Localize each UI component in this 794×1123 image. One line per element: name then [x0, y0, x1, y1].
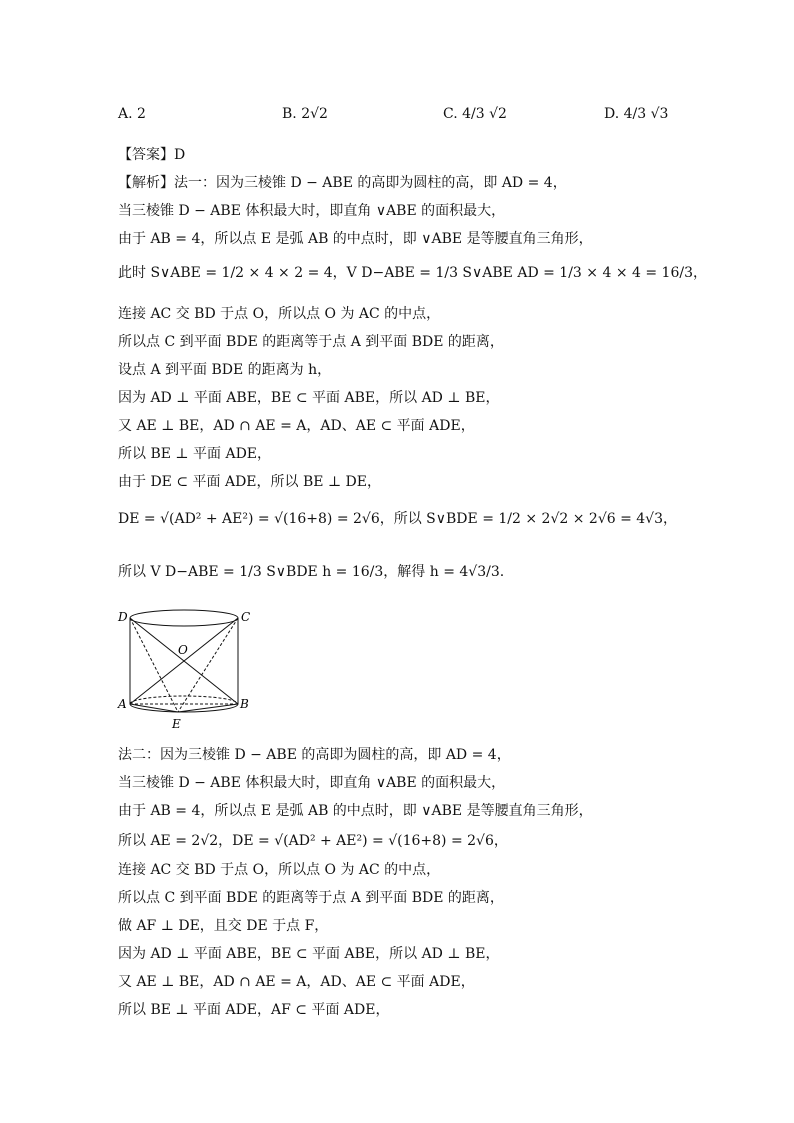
label-b: B	[240, 697, 249, 711]
cylinder-diagram	[116, 606, 256, 736]
option-a: A. 2	[118, 106, 146, 122]
solution-line: 设点 A 到平面 BDE 的距离为 h，	[118, 362, 332, 378]
solution-line: 所以 BE ⊥ 平面 ADE，	[118, 446, 272, 462]
solution-line: 连接 AC 交 BD 于点 O，所以点 O 为 AC 的中点，	[118, 306, 441, 322]
solution-line: 做 AF ⊥ DE，且交 DE 于点 F，	[118, 918, 329, 934]
label-a: A	[118, 697, 127, 711]
solution-line: 由于 AB = 4，所以点 E 是弧 AB 的中点时，即 ∨ABE 是等腰直角三角形，	[118, 803, 593, 819]
solution-line: 当三棱锥 D − ABE 体积最大时，即直角 ∨ABE 的面积最大，	[118, 203, 506, 219]
solution-line: 又 AE ⊥ BE，AD ∩ AE = A，AD、AE ⊂ 平面 ADE，	[118, 418, 475, 434]
option-c: C. 4/3 √2	[443, 106, 507, 122]
option-b: B. 2√2	[282, 106, 328, 122]
solution-line: 因为 AD ⊥ 平面 ABE，BE ⊂ 平面 ABE，所以 AD ⊥ BE，	[118, 946, 500, 962]
solution-line: 所以 V D−ABE = 1/3 S∨BDE h = 16/3，解得 h = 4√3/3.	[118, 564, 505, 580]
label-d: D	[118, 610, 128, 624]
solution-line: 连接 AC 交 BD 于点 O，所以点 O 为 AC 的中点，	[118, 862, 441, 878]
solution-line: 又 AE ⊥ BE，AD ∩ AE = A，AD、AE ⊂ 平面 ADE，	[118, 974, 475, 990]
solution-line: 由于 AB = 4，所以点 E 是弧 AB 的中点时，即 ∨ABE 是等腰直角三角形，	[118, 231, 593, 247]
answer-line: 【答案】D	[118, 147, 186, 163]
solution-line: 【解析】法一：因为三棱锥 D − ABE 的高即为圆柱的高，即 AD = 4，	[118, 175, 567, 191]
solution-line: DE = √(AD² + AE²) = √(16+8) = 2√6，所以 S∨BDE = 1/2 × 2√2 × 2√6 = 4√3，	[118, 511, 678, 527]
cylinder-figure	[116, 606, 256, 736]
solution-line: 此时 S∨ABE = 1/2 × 4 × 2 = 4，V D−ABE = 1/3 S∨ABE AD = 1/3 × 4 × 4 = 16/3，	[118, 265, 707, 281]
solution-line: 当三棱锥 D − ABE 体积最大时，即直角 ∨ABE 的面积最大，	[118, 775, 506, 791]
label-c: C	[241, 610, 251, 624]
solution-line: 所以 BE ⊥ 平面 ADE，AF ⊂ 平面 ADE，	[118, 1002, 390, 1018]
option-d: D. 4/3 √3	[604, 106, 669, 122]
top-ellipse	[130, 610, 238, 626]
solution-line: 所以点 C 到平面 BDE 的距离等于点 A 到平面 BDE 的距离，	[118, 334, 504, 350]
solution-line: 由于 DE ⊂ 平面 ADE，所以 BE ⊥ DE，	[118, 474, 381, 490]
solution-line: 所以点 C 到平面 BDE 的距离等于点 A 到平面 BDE 的距离，	[118, 890, 504, 906]
solution-line: 所以 AE = 2√2，DE = √(AD² + AE²) = √(16+8) = 2√6，	[118, 833, 508, 849]
segment-ce	[178, 618, 238, 712]
label-e: E	[172, 717, 181, 731]
solution-line: 法二：因为三棱锥 D − ABE 的高即为圆柱的高，即 AD = 4，	[118, 747, 511, 763]
label-o: O	[178, 643, 188, 657]
solution-line: 因为 AD ⊥ 平面 ABE，BE ⊂ 平面 ABE，所以 AD ⊥ BE，	[118, 390, 500, 406]
